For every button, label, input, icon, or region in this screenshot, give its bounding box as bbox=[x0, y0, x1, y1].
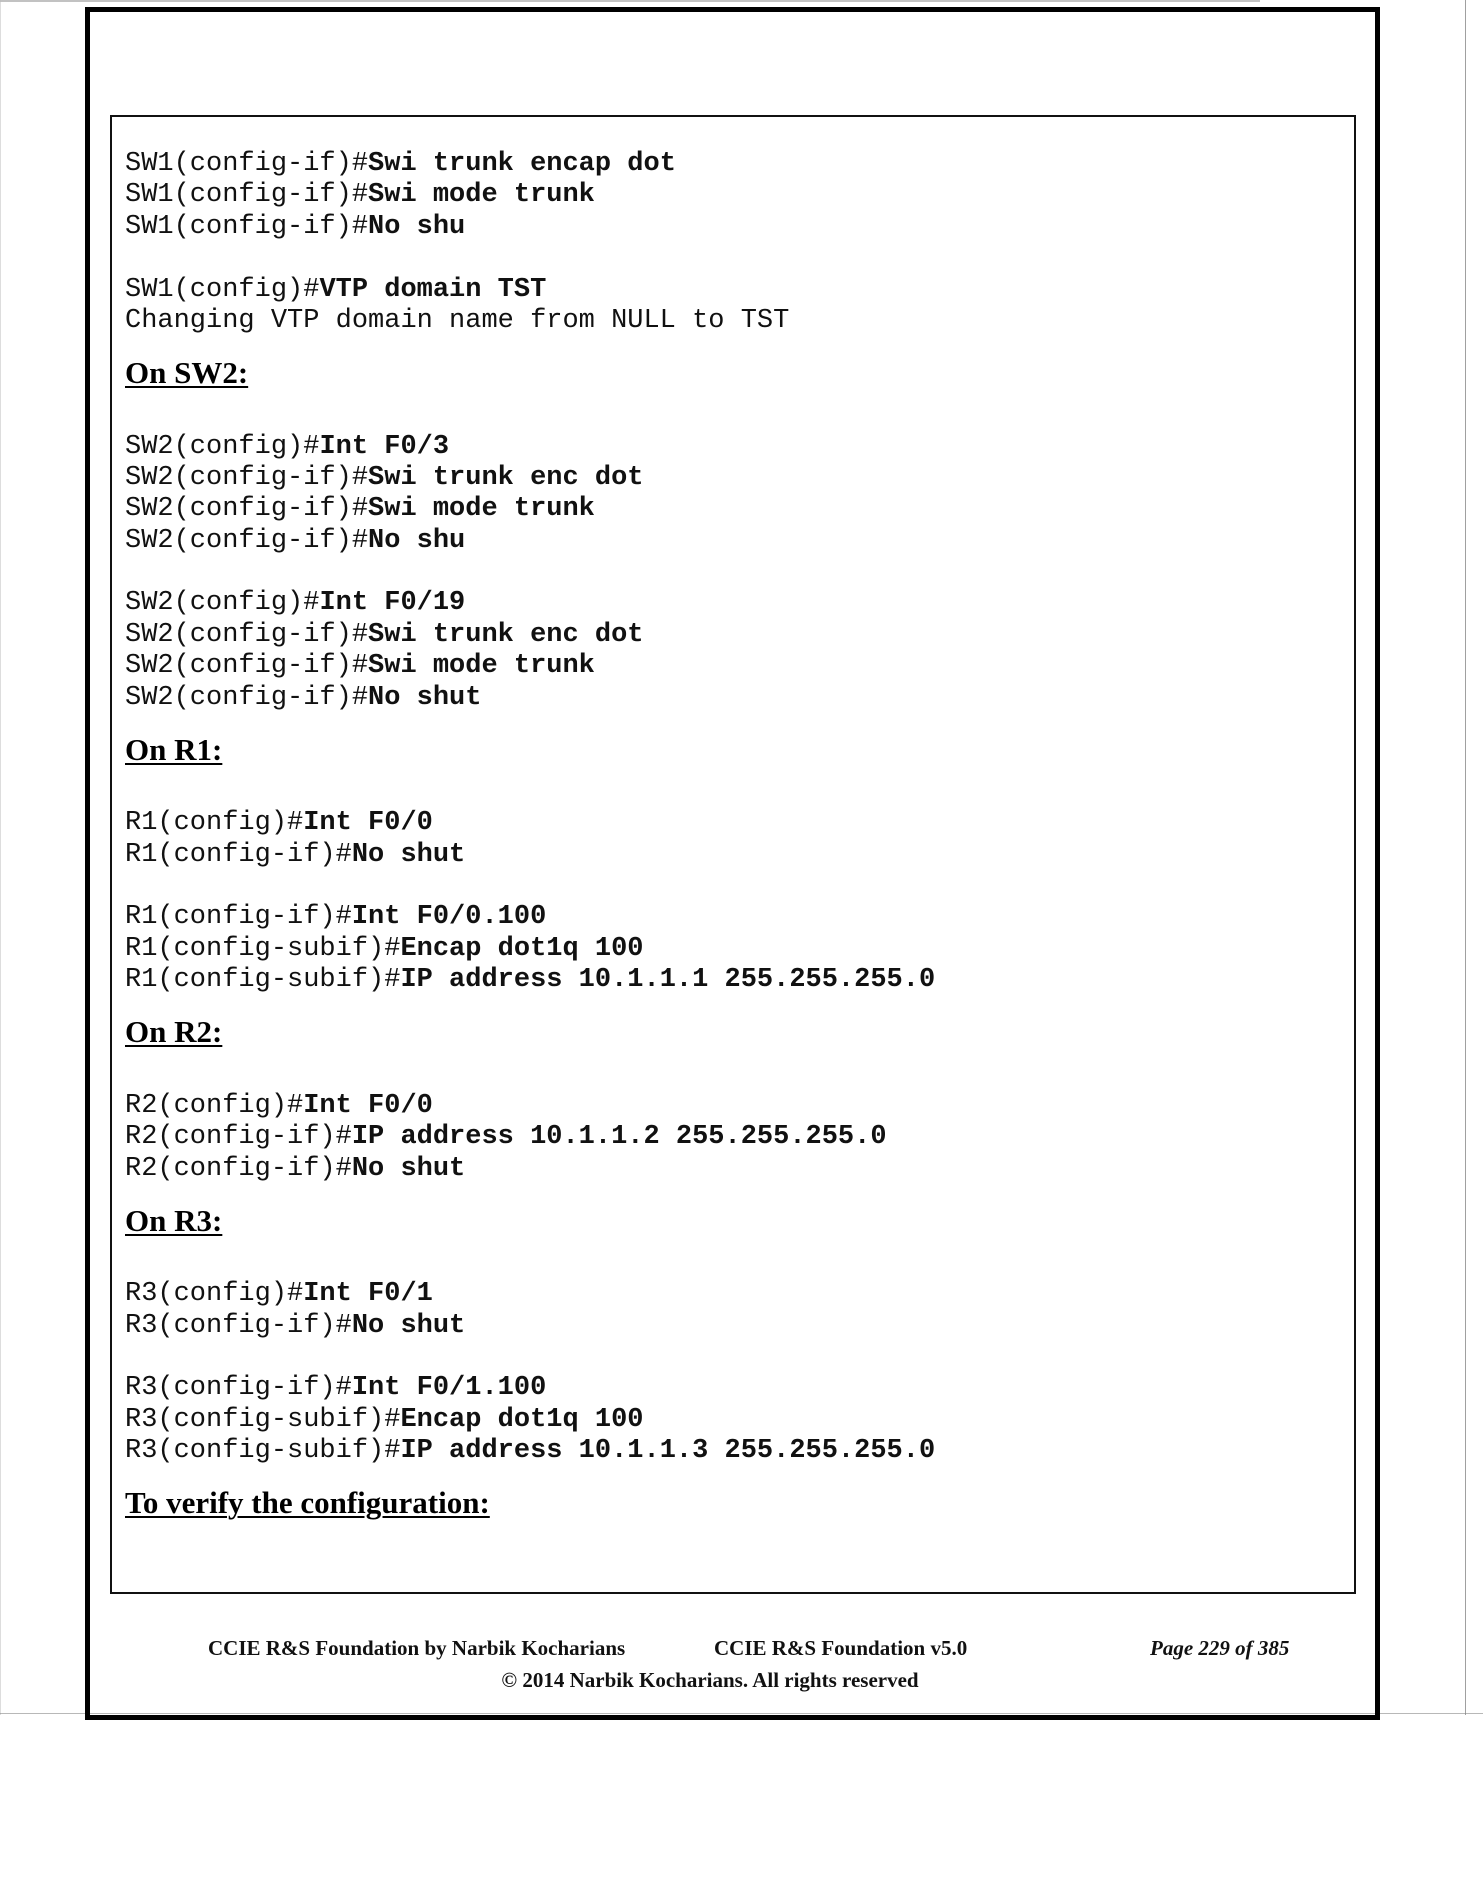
cli-command: Swi mode trunk bbox=[368, 651, 595, 682]
cli-prompt: SW2(config-if)# bbox=[125, 651, 369, 682]
config-line bbox=[125, 934, 1325, 965]
cli-command: Int F0/1 bbox=[303, 1279, 433, 1310]
config-line bbox=[125, 965, 1325, 996]
cli-command: Encap dot1q 100 bbox=[400, 1404, 644, 1435]
cli-command: Swi mode trunk bbox=[368, 494, 595, 525]
cli-command: Int F0/0 bbox=[303, 1090, 433, 1121]
cli-prompt: R1(config-if)# bbox=[125, 902, 352, 933]
blank-line bbox=[125, 1248, 1325, 1279]
cli-command: Int F0/19 bbox=[319, 588, 466, 619]
footer-copyright: © 2014 Narbik Kocharians. All rights reserved bbox=[501, 1668, 919, 1692]
cli-command: No shut bbox=[351, 1153, 466, 1184]
cli-prompt: R1(config-subif)# bbox=[125, 965, 401, 996]
config-line bbox=[125, 149, 1325, 180]
cli-prompt: R1(config-if)# bbox=[125, 839, 352, 870]
cli-prompt: SW2(config-if)# bbox=[125, 494, 369, 525]
cli-command: Int F0/0.100 bbox=[351, 902, 547, 933]
config-line bbox=[125, 808, 1325, 839]
cli-command: No shut bbox=[351, 839, 466, 870]
cli-prompt: SW2(config-if)# bbox=[125, 619, 369, 650]
config-content bbox=[125, 149, 1325, 1530]
cli-prompt: SW2(config)# bbox=[125, 431, 320, 462]
section-heading-wrap bbox=[125, 1185, 1325, 1248]
section-heading: To verify the configuration: bbox=[125, 1485, 490, 1521]
blank-line bbox=[125, 1342, 1325, 1373]
blank-line bbox=[125, 400, 1325, 431]
cli-command: No shu bbox=[368, 525, 466, 556]
cli-command: Swi trunk enc dot bbox=[368, 619, 644, 650]
config-line bbox=[125, 1122, 1325, 1153]
cli-command: No shut bbox=[368, 682, 482, 713]
section-heading: On R1: bbox=[125, 731, 223, 767]
config-line bbox=[125, 902, 1325, 933]
config-line bbox=[125, 275, 1325, 306]
cli-command: IP address 10.1.1.1 255.255.255.0 bbox=[400, 965, 936, 996]
config-line bbox=[125, 1436, 1325, 1467]
config-line bbox=[125, 840, 1325, 871]
blank-line bbox=[125, 557, 1325, 588]
footer-version: CCIE R&S Foundation v5.0 bbox=[714, 1636, 968, 1660]
config-line bbox=[125, 463, 1325, 494]
cli-prompt: R3(config-if)# bbox=[125, 1373, 352, 1404]
cli-prompt: SW1(config-if)# bbox=[125, 211, 369, 242]
config-line bbox=[125, 1311, 1325, 1342]
config-line bbox=[125, 212, 1325, 243]
cli-prompt: R1(config-subif)# bbox=[125, 933, 401, 964]
page-number: Page 229 of 385 bbox=[1150, 1636, 1290, 1660]
config-line bbox=[125, 1091, 1325, 1122]
config-line bbox=[125, 432, 1325, 463]
config-line bbox=[125, 1154, 1325, 1185]
section-heading: On SW2: bbox=[125, 355, 249, 391]
cli-prompt: SW2(config-if)# bbox=[125, 462, 369, 493]
section-heading-wrap bbox=[125, 714, 1325, 777]
config-line bbox=[125, 1373, 1325, 1404]
cli-prompt: SW2(config)# bbox=[125, 588, 320, 619]
cli-prompt: R3(config-subif)# bbox=[125, 1404, 401, 1435]
cli-command: No shu bbox=[368, 211, 466, 242]
cli-prompt: SW1(config-if)# bbox=[125, 149, 369, 179]
cli-prompt: R3(config-if)# bbox=[125, 1310, 352, 1341]
cli-prompt: R2(config-if)# bbox=[125, 1122, 352, 1153]
config-line bbox=[125, 620, 1325, 651]
cli-command: VTP domain TST bbox=[319, 274, 547, 305]
scan-edge-right bbox=[1465, 0, 1466, 1715]
config-line bbox=[125, 683, 1325, 714]
cli-command: Swi trunk encap dot bbox=[368, 149, 676, 179]
config-line bbox=[125, 1279, 1325, 1310]
cli-prompt: Changing VTP domain name from NULL to TST bbox=[125, 305, 790, 336]
cli-command: IP address 10.1.1.3 255.255.255.0 bbox=[400, 1436, 936, 1467]
cli-prompt: R1(config)# bbox=[125, 808, 304, 839]
scan-edge-left bbox=[0, 0, 1, 1715]
cli-prompt: R3(config)# bbox=[125, 1279, 304, 1310]
blank-line bbox=[125, 1059, 1325, 1090]
config-line bbox=[125, 306, 1325, 337]
cli-command: Encap dot1q 100 bbox=[400, 933, 644, 964]
section-heading-wrap bbox=[125, 337, 1325, 400]
cli-prompt: SW1(config)# bbox=[125, 274, 320, 305]
config-line bbox=[125, 1405, 1325, 1436]
cli-command: Swi mode trunk bbox=[368, 180, 595, 211]
cli-prompt: SW2(config-if)# bbox=[125, 525, 369, 556]
cli-command: No shut bbox=[351, 1310, 466, 1341]
blank-line bbox=[125, 777, 1325, 808]
cli-command: Swi trunk enc dot bbox=[368, 462, 644, 493]
config-line bbox=[125, 526, 1325, 557]
cli-prompt: R2(config)# bbox=[125, 1090, 304, 1121]
cli-command: Int F0/3 bbox=[319, 431, 450, 462]
cli-command: Int F0/1.100 bbox=[351, 1373, 547, 1404]
config-line bbox=[125, 651, 1325, 682]
section-heading: On R2: bbox=[125, 1014, 223, 1050]
blank-line bbox=[125, 871, 1325, 902]
cli-prompt: R3(config-subif)# bbox=[125, 1436, 401, 1467]
section-heading-wrap bbox=[125, 997, 1325, 1060]
cli-prompt: SW2(config-if)# bbox=[125, 682, 369, 713]
config-line bbox=[125, 588, 1325, 619]
config-line bbox=[125, 180, 1325, 211]
cli-command: Int F0/0 bbox=[303, 808, 433, 839]
section-heading-wrap bbox=[125, 1467, 1325, 1530]
cli-prompt: SW1(config-if)# bbox=[125, 180, 369, 211]
section-heading: On R3: bbox=[125, 1202, 223, 1238]
config-line bbox=[125, 494, 1325, 525]
blank-line bbox=[125, 243, 1325, 274]
cli-command: IP address 10.1.1.2 255.255.255.0 bbox=[351, 1122, 887, 1153]
cli-prompt: R2(config-if)# bbox=[125, 1153, 352, 1184]
scan-artifact-top bbox=[0, 0, 1260, 2]
footer-book-title: CCIE R&S Foundation by Narbik Kocharians bbox=[208, 1636, 626, 1660]
